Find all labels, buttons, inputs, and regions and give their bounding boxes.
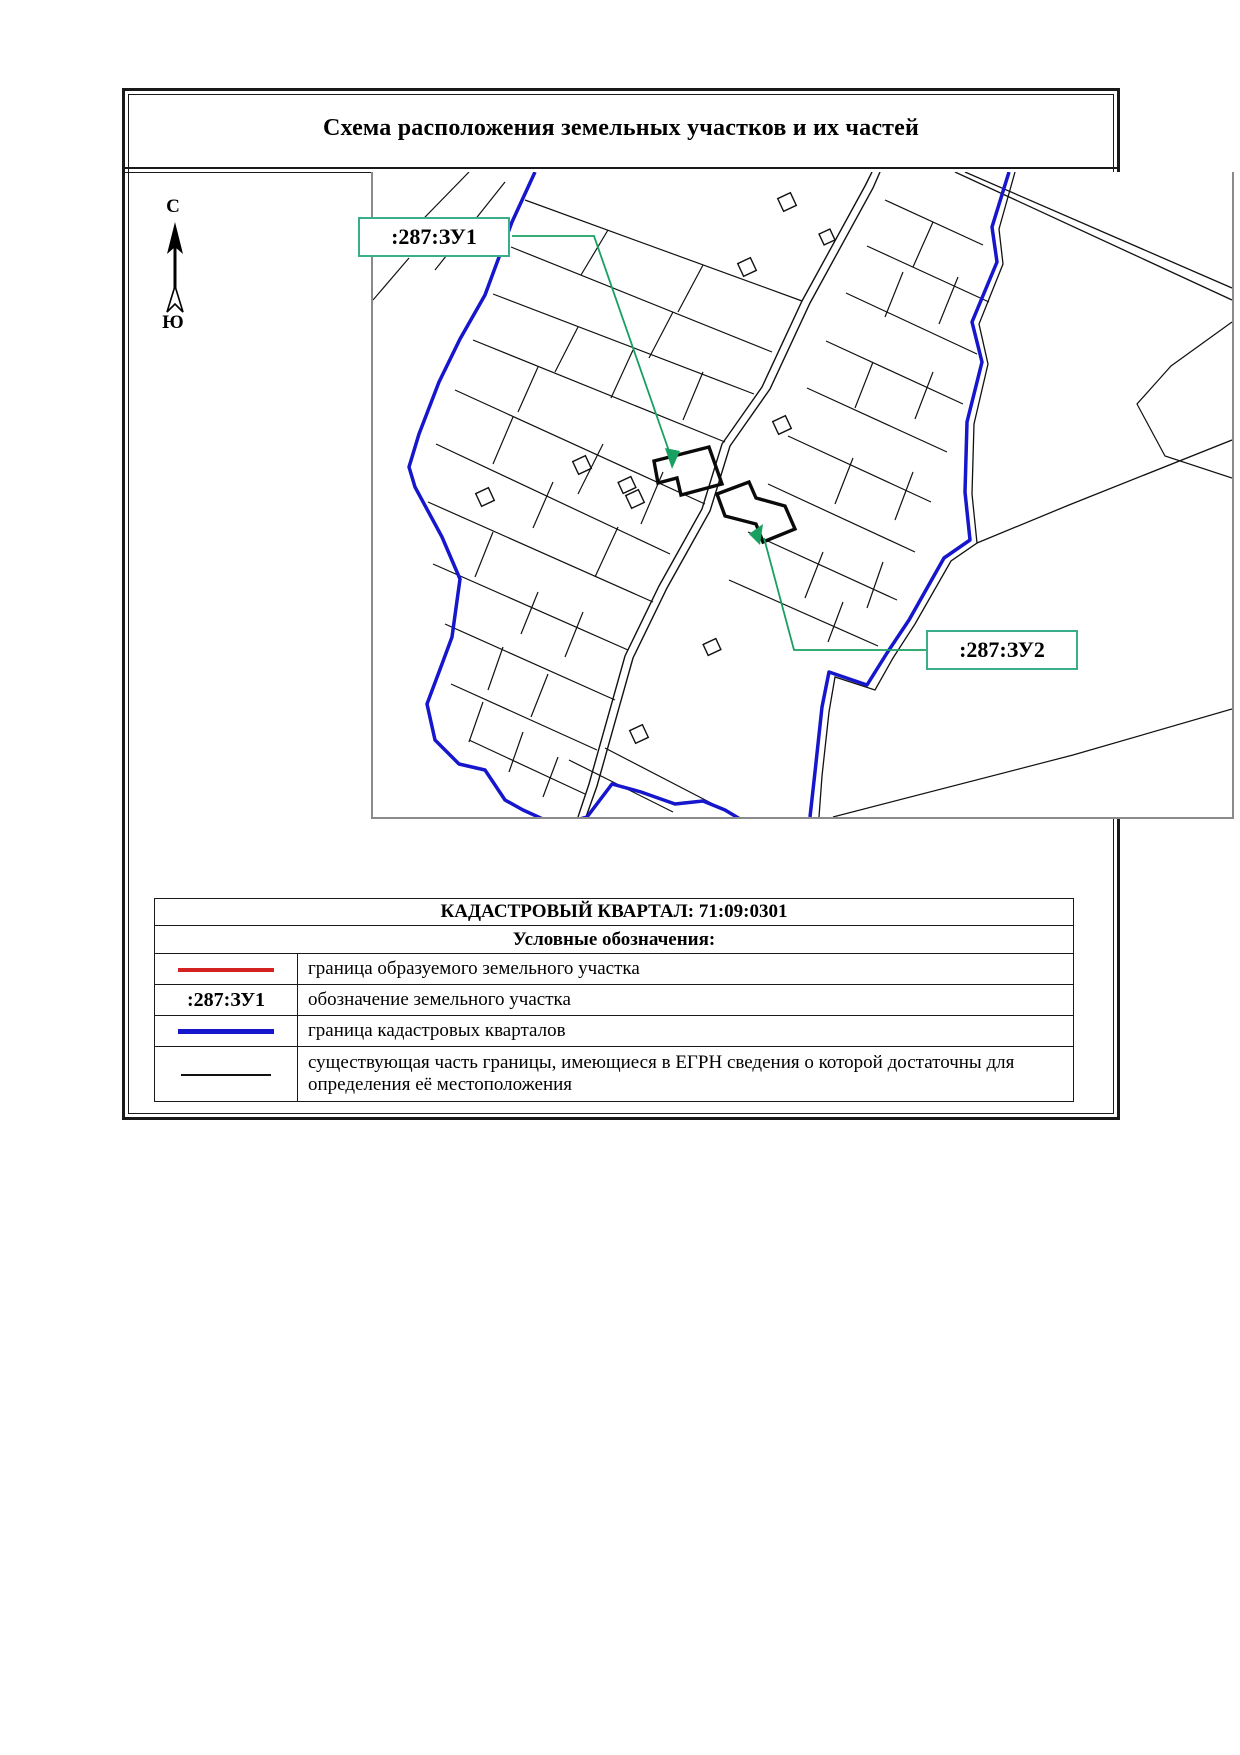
legend-label: граница образуемого земельного участка xyxy=(298,954,1074,985)
legend-label: существующая часть границы, имеющиеся в ЕГРН сведения о которой достаточны для определения её местоположения xyxy=(298,1047,1074,1102)
legend-row-parcel-code xyxy=(155,985,1074,1016)
black-line-swatch xyxy=(181,1074,271,1076)
legend-row-existing-boundary xyxy=(155,1047,1074,1102)
legend-table xyxy=(154,898,1074,1102)
page-title: Схема расположения земельных участков и их частей xyxy=(322,115,920,141)
leader-lines xyxy=(512,236,929,650)
parcel-code-symbol: :287:ЗУ1 xyxy=(155,985,298,1016)
compass-north-label: С xyxy=(166,196,180,217)
legend-header-row xyxy=(155,926,1074,954)
road xyxy=(578,172,880,817)
legend-row-quarter-boundary xyxy=(155,1016,1074,1047)
cadastral-map xyxy=(373,172,1232,817)
red-line-symbol xyxy=(155,954,298,985)
existing-boundary-line xyxy=(819,172,1232,817)
blue-line-swatch xyxy=(178,1029,274,1034)
parcel-label-zu1: :287:ЗУ1 xyxy=(358,217,510,257)
parcel-lines xyxy=(373,172,1232,817)
legend-label: обозначение земельного участка xyxy=(298,985,1074,1016)
page-frame xyxy=(122,88,1120,1120)
legend-label: граница кадастровых кварталов xyxy=(298,1016,1074,1047)
legend-kvartal-row xyxy=(155,899,1074,926)
north-arrow-icon xyxy=(160,220,190,316)
legend-row-formed-boundary xyxy=(155,954,1074,985)
quarter-boundary-blue xyxy=(409,172,1009,817)
map-canvas xyxy=(371,172,1234,819)
red-line-swatch xyxy=(178,968,274,972)
parcel-label-zu2: :287:ЗУ2 xyxy=(926,630,1078,670)
cadastral-quarter-heading: КАДАСТРОВЫЙ КВАРТАЛ: 71:09:0301 xyxy=(155,899,1074,926)
compass-south-label: Ю xyxy=(162,312,184,333)
black-line-symbol xyxy=(155,1047,298,1102)
legend-heading: Условные обозначения: xyxy=(155,926,1074,954)
blue-line-symbol xyxy=(155,1016,298,1047)
parcel-zu1 xyxy=(654,447,722,495)
